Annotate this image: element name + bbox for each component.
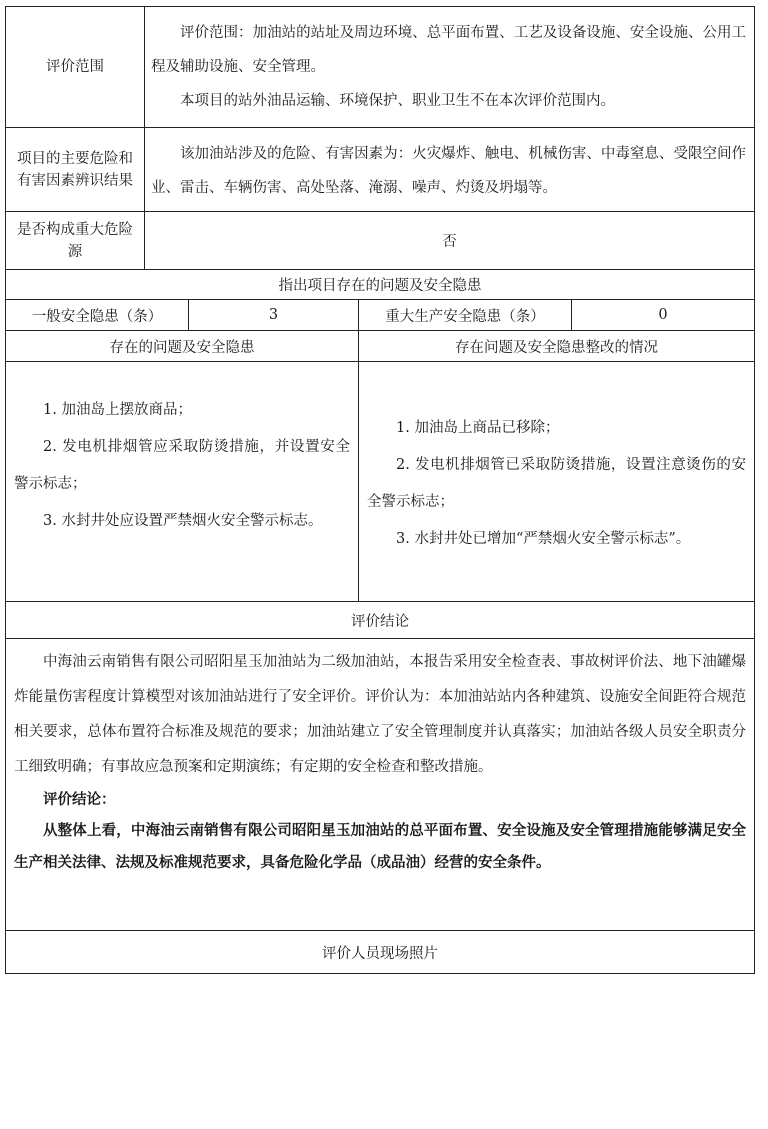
conclusion-text: 中海油云南销售有限公司昭阳星玉加油站为二级加油站，本报告采用安全检查表、事故树评价法、地下油罐爆炸能量伤害程度计算模型对该加油站进行了安全评价。评价认为：本加油站站内各种建筑、设施安全间距符合规范相关要求，总体布置符合标准及规范的要求；加油站建立了安全管理制度并认真落实；加油站各级人员安全职责分工细致明确；有事故应急预案和定期演练；有定期的安全检查和整改措施。 [14, 654, 746, 775]
problem-item: 2. 发电机排烟管应采取防烫措施，并设置安全警示标志； [14, 439, 350, 492]
scope-label: 评价范围 [6, 7, 145, 127]
hazards-value [145, 128, 754, 211]
major-hazard-label: 重大生产安全隐患（条） [359, 300, 572, 330]
hazards-label: 项目的主要危险和有害因素辨识结果 [6, 128, 145, 211]
problems-list [6, 362, 359, 601]
fixes-header: 存在问题及安全隐患整改的情况 [455, 339, 658, 356]
major-hazard-value: 0 [658, 307, 668, 323]
conclusion-subtitle: 评价结论： [43, 791, 116, 808]
scope-row [6, 7, 754, 128]
major-source-row [6, 212, 754, 270]
problems-header: 存在的问题及安全隐患 [6, 331, 359, 361]
hazards-text: 该加油站涉及的危险、有害因素为：火灾爆炸、触电、机械伤害、中毒窒息、受限空间作业、雷击、车辆伤害、高处坠落、淹溺、噪声、灼烫及坍塌等。 [151, 146, 746, 196]
conclusion-row [6, 639, 754, 931]
problem-item: 3. 水封井处应设置严禁烟火安全警示标志。 [43, 513, 323, 529]
fix-item: 2. 发电机排烟管已采取防烫措施，设置注意烫伤的安全警示标志； [367, 457, 746, 510]
counts-row [6, 300, 754, 331]
evaluation-summary-table [5, 6, 755, 974]
issues-table-header-row [6, 331, 754, 362]
scope-value [145, 7, 754, 127]
fix-item: 1. 加油岛上商品已移除； [396, 420, 560, 436]
fixes-list [359, 362, 754, 601]
scope-paragraph: 本项目的站外油品运输、环境保护、职业卫生不在本次评价范围内。 [180, 93, 615, 109]
scope-paragraph: 评价范围：加油站的站址及周边环境、总平面布置、工艺及设备设施、安全设施、公用工程及辅助设施、安全管理。 [151, 25, 746, 75]
issues-header: 指出项目存在的问题及安全隐患 [6, 270, 754, 300]
major-source-value: 否 [442, 234, 457, 250]
major-source-label: 是否构成重大危险源 [6, 212, 145, 269]
general-hazard-value: 3 [189, 300, 359, 330]
conclusion-body [6, 639, 754, 930]
problem-item: 1. 加油岛上摆放商品； [43, 402, 192, 418]
issues-content-row [6, 362, 754, 602]
conclusion-final: 从整体上看，中海油云南销售有限公司昭阳星玉加油站的总平面布置、安全设施及安全管理措施能够满足安全生产相关法律、法规及标准规范要求，具备危险化学品（成品油）经营的安全条件。 [14, 822, 746, 871]
fix-item: 3. 水封井处已增加“严禁烟火安全警示标志”。 [396, 531, 691, 547]
general-hazard-label: 一般安全隐患（条） [6, 300, 189, 330]
conclusion-header: 评价结论 [6, 602, 754, 639]
hazards-row [6, 128, 754, 212]
photos-header: 评价人员现场照片 [322, 945, 438, 962]
